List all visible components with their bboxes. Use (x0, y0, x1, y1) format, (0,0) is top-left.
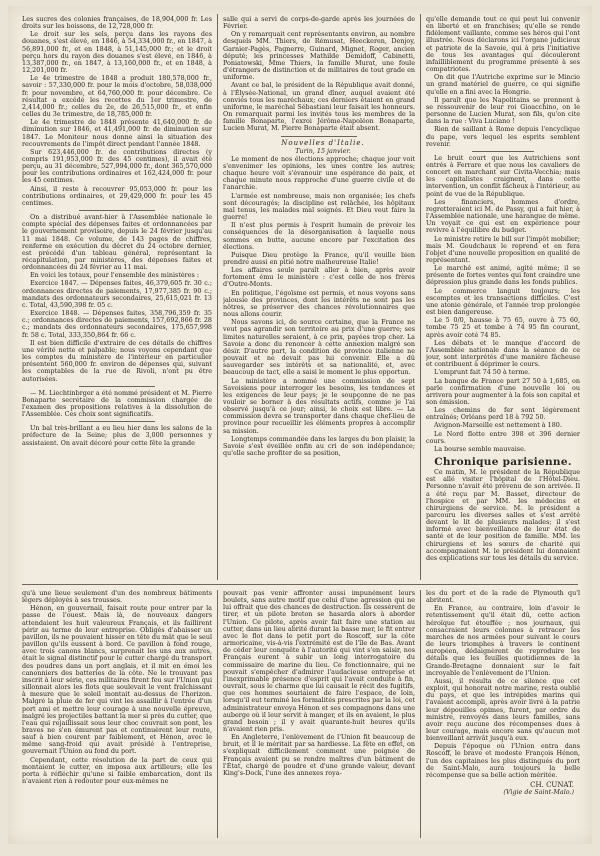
paragraph: Exercice 1848. — Dépenses faites, 358,796,359 fr. 35 c.; ordonnances directes de paiements, 157,692,866 fr. 28 c.; mandats des ordonnateurs secondaires, 175,657,998 fr. 58 c. Total, 333,350,864 fr. 66 c. (22, 309, 212, 339)
paragraph: Il est bien difficile d'extraire de ces détails de chiffres une vérité nette et palpable; nous voyons cependant que les comptes du ministère de l'intérieur en particulier présentent 560,000 fr. environ de dépenses qui, suivant les comptables de la rue de Rivoli, n'ont pu être autorisées. (22, 338, 212, 383)
paragraph: Les chemins de fer sont légèrement entraînés; Orléans perd 18 à 792 50. (426, 406, 580, 422)
paragraph: Le 4e trimestre de 1848 présente 41,640,000 fr. de diminution sur 1846, et 41,491,000 fr. de diminution sur 1847. Le Moniteur nous donne ainsi la situation des recouvrements de l'impôt direct pendant l'année 1848. (22, 118, 212, 148)
paragraph: En France, au contraire, loin d'avoir le retentissement qu'il était dû, cette action héroïque fut étouffée ; nos journaux, qui consacraient leurs colonnes à retracer les marches de nos armées pour suivant le cours de leurs triomphes à travers le continent européen, dédaignèrent de reproduire les détails que les feuilles quotidiennes de la Grande-Bretagne donnaient sur le fait incroyable de l'enlèvement de l'Union. (426, 604, 580, 677)
paragraph: Il paraît que les Napolitains se prennent à se ressouvenir de leur roi Gioacchino, on le personne de Lucien Murat, son fils, qu'on cite dans la rue : Viva Luciano ! (426, 95, 580, 126)
paragraph: Avant ce bal, le président de la République avait donné, à l'Élysée-National, un grand dîner, auquel avaient été conviés tous les maréchaux; ces derniers étaient en grand uniforme, le maréchal Sébastiani leur faisait les honneurs. On remarquait parmi les invités tous les membres de la famille Bonaparte, l'exroi Jérôme-Napoléon Bonaparte, Lucien Murat, M. Pierre Bonaparte était absent. (223, 81, 415, 133)
paragraph: L'emprunt fait 74 50 à terme. (434, 368, 531, 377)
paragraph: On y remarquait cent représentants environ, au nombre desquels MM. Thiers, de Rémusat, Heeckeren, Denjoy, Garnier-Pagès, Pagnerre, Guinard, Mignet, Roger, ancien député; les princesses Mathilde Demidoff, Cabinetti, Poniatowski, Mme Thiers, la famille Murat, une foule d'étrangers de distinction et de militaires de tout grade en uniforme. (223, 30, 415, 82)
paragraph: Ce matin, M. le président de la République est allé visiter l'hôpital de l'Hôtel-Dieu. Personne n'avait été prévenu de son arrivée. Il a été reçu par M. Basset, directeur de l'hospice et par MM. les médecins et chirurgiens de service. M. le président a parcouru les diverses salles et s'est arrêté devant le lit de plusieurs malades; il s'est informé avec bienveillance de leur état de santé et de leur position de famille. MM. les chirurgiens et les sœurs de charité qui accompagnaient M. le président lui donnaient des explications sur tous les détails du service. (426, 468, 580, 562)
dateline: Turin, 15 janvier. (295, 146, 351, 155)
paragraph: Sur 623,446,000 fr. de contributions directes (y compris 191,953,000 fr. des 45 centimes), il avait été perçu, au 31 décembre, 527,994,000 fr., dont 365,570,000 pour les contributions ordinaires et 162,424,000 fr. pour les 45 centimes. (22, 147, 212, 185)
paragraph: Cependant, cette résolution de la part de ceux qui montaient le cutter, en imposa aux artilleurs; elle les porta à réfléchir qu'une si faible embarcation, dont ils n'avaient rien à redouter pour eux-mêmes ne (22, 755, 212, 786)
paragraph: Hénon, en gouvernail, faisait route pour entrer par la passe de l'ouest. Mais là, de nouveaux dangers attendaient les huit valeureux Français, et ils faillirent périr au terme de leur entreprise. Obligés d'abaisser un pavillon, ils ne pouvaient hisser en tête du mât que le seul pavillon qu'ils eussent à bord. Ce pavillon à fond rouge, avec trois canons blancs, surprenait les uns aux autres, était le signal distinctif pour le cutter chargé du transport des poudres dans un port anglais, et il mit en émoi les canonniers des batteries de la côte. Ne le trouvant pas inscrit à leur série, ces militaires firent feu sur l'Union qui sillonnait alors les flots que soulevait le vent fraîchissant à mesure que le soleil montait au-dessus de l'horizon. Malgré la pluie de fer qui vint les assaillir à l'entrée d'un port ami et mettre leur courage à une nouvelle épreuve, malgré les projectiles battant la mer si près du cutter, que l'eau qui rejaillissait sous leur choc couvrait son pont, les braves ne s'en émurent pas et continuèrent leur route, sauf à bien courent par faiblement, et Hénon, avec le même sang-froid qui avait présidé à l'entreprise, gouvernait l'Union au fond du port. (22, 604, 212, 756)
separator (79, 421, 155, 422)
paragraph: Puisque Dieu protège la France, qu'il veuille bien prendre aussi en pitié notre malheureuse Italie! (223, 250, 415, 266)
paragraph: Un bal très-brillant a eu lieu hier dans les salons de la préfecture de la Seine; plus de 3,000 personnes y assistaient. On avait décoré pour cette fête la grande (22, 424, 212, 447)
top-column-1 (22, 16, 212, 580)
paragraph: Le droit sur les sels, perçu dans les rayons des douanes, s'est élevé, en 1846, à 54,334,000 fr., en 1847, à 56,891,000 fr., et en 1848, à 51,145,000 fr.; et le droit perçu hors du rayon des douanes s'est élevé, en 1846, à 13,387,000 fr., en 1847, à 13,160,000 fr., et en 1848, à 12,201,000 fr. (22, 30, 212, 75)
paragraph: L'armée est nombreuse, mais non organisée; les chefs sont découragés; la discipline est relâchée, les hôpitaux mal tenus, les malades mal soignés. Et Dieu veut faire la guerre! (223, 191, 415, 222)
paragraph: En politique, l'égoïsme est permis, et nous voyons sans jalousie des provinces, dont les intérêts ne sont pas les nôtres, se préserver des chances révolutionnaires que nous allons courir. (223, 288, 415, 319)
paragraph: qu'elle demande tout ce qui peut lui convenir en liberté et en franchises; qu'elle se rende fidèlement vaillante, comme ses héros qui l'ont illustrée. Nous déclarons ici l'organe judicieux et patriote de la Savoie, qui à pris l'initiative de tous les avantages qui découleront infailliblement du programme présenté à ses compatriotes. (426, 16, 580, 74)
paragraph: pouvait pas venir affronter aussi impunément leurs boulets, sans autre motif que celui d'une agression qui ne lui offrait que des chances de destruction. Ils cessèrent de tirer, et un pilote breton se hasarda alors à aborder l'Union. Ce pilote, après avoir fait faire une station au cutter, dans un lieu abrité durant la basse mer, le fit entrer avec le flot dans le petit port de Roscoff, sur la côte armoricaine, vis-à-vis l'extrémité est de l'île de Bas. Avant de céder leur conquête à l'autorité qui vint s'en saisir, nos Français eurent à subir un long interrogatoire du commissaire de marine du lieu. Ce fonctionnaire, qui ne pouvait s'empêcher d'admirer l'audacieuse entreprise et l'inexprimable présence d'esprit qui l'avait conduite à fin, ouvrait, sous le charme que lui causait le récit des fugitifs, que ces hommes souriaient de faire l'espace, de loin, lorsqu'il eut terminé les formalités prescrites par la loi, cet administrateur envoya Hénon et ses compagnons dans une auberge où il leur servit à manger, et ils en avaient, le plus grand besoin ; il y avait quarante-huit heures qu'ils n'avaient rien pris. (223, 590, 415, 733)
paragraph: Le moment de nos élections approche; chaque jour voit s'envenimer les opinions, les unes contre les autres; chaque heure voit s'évanouir une espérance de paix, et chaque minute nous rapproche d'une guerre civile et de l'anarchie. (223, 154, 415, 192)
column-rule-bottom-1 (217, 590, 218, 838)
top-column-3 (426, 16, 580, 580)
newspaper-page (8, 6, 592, 844)
column-rule-bottom-2 (420, 590, 421, 838)
column-rule-top-1 (217, 14, 218, 580)
paragraph: Les débats et le manque d'accord de l'Assemblée nationale dans la séance de ce jour, sont interprétés d'une manière fâcheuse et contribuent à déprimer le cours. (426, 338, 580, 369)
paragraph: Avignon-Marseille est nettement à 180. (434, 421, 562, 430)
section-heading-italy: Nouvelles d'Italie. (281, 138, 365, 147)
paragraph: La banque de France part 27 50 à 1,685, on parle confirmation d'une nouvelle loi ou arrivera pour augmenter à la fois son capital et son émission. (426, 376, 580, 406)
paragraph: Le bruit court que les Autrichiens sont entrés à Ferrare et que nous les cavaliers de concert en marchant sur Civita-Vecchia; mais les capitalistes craignent, dans cette intervention, un conflit fâcheux à l'intérieur, au point de vue de la République. (426, 153, 580, 198)
paragraph: On a distribué avant-hier à l'Assemblée nationale le compte spécial des dépenses faites et ordonnancées par le gouvernement provisoire, depuis le 24 février jusqu'au 11 mai 1848. Ce volume, de 143 pages de chiffres, renferme en exécution du décret du 24 octobre dernier, est précédé d'un tableau général, représentant la récapitulation, par ministères, des dépenses faites et ordonnancées du 24 février au 11 mai. (22, 213, 212, 272)
paragraph: Le ministre retire le bill sur l'impôt mobilier; mais M. Goudchaux le reprend et en fera l'objet d'une nouvelle proposition en qualité de représentant. (426, 234, 580, 264)
source-credit: (Vigie de Saint-Malo.) (503, 788, 574, 797)
chronique-parisienne-heading: Chronique parisienne. (434, 456, 572, 469)
paragraph: En voici les totaux, pour l'ensemble des ministères : (30, 271, 199, 280)
section-divider (22, 584, 578, 585)
paragraph: Le commerce languit toujours; les escomptes et les transactions difficiles. C'est une atonie générale, et l'année trop prolongée est bien dangereuse. (426, 286, 580, 317)
paragraph: On dit que l'Autriche exprime sur le Mincio un grand matériel de guerre, ce qui signifie qu'elle en a fini avec la Hongrie. (426, 73, 580, 96)
paragraph: Il n'est plus permis à l'esprit humain de prévoir les conséquences de la désorganisation à laquelle nous sommes en butte, aucune encore par l'excitation des élections. (223, 221, 415, 251)
paragraph: les du port et de la rade de Plymouth qu'l abritent. (426, 590, 580, 605)
paragraph: — M. Liechtinbrger a été nommé président et M. Pierre Bonaparte secrétaire de la commission chargée de l'examen des propositions relatives à la dissolution de l'Assemblée. Ces choix sont significatifs. (22, 388, 212, 419)
paragraph: Les affaires seule paraît aller à bien, après avoir fortement ému le ministère : c'est celle de nos frères d'Outre-Monts. (223, 266, 415, 289)
paragraph: Nous savons ici, de source certaine, que la France ne veut pas agrandir son territoire au prix d'une guerre; ses limites naturelles seraient, à ce prix, payées trop cher. La Savoie a donc du renoncer à cette annexion malgré son désir. D'autre part, la condition de province italienne ne pouvait et ne devait pas lui convenir. Elle a dû sauvegarder ses intérêts et sa nationalité, et, avec beaucoup de tact, elle a saisi le moment le plus opportun. (223, 318, 415, 377)
separator (79, 210, 155, 211)
paragraph: Le 4e trimestre de 1848 a produit 180,578,000 fr., savoir : 57,330,000 fr. pour le mois d'octobre, 58,038,000 fr. pour novembre, et 64,760,000 fr. pour décembre. Ce résultat a excédé les recettes du 1er trimestre, de 2,414,000 fr.; celles du 2e, de 26,515,000 fr., et enfin celles du 3e trimestre, de 18,785,000 fr. (22, 74, 212, 119)
paragraph: qu'à une lieue seulement d'un des nombreux bâtiments légers déployés à ses trousses. (22, 590, 212, 605)
paragraph: Les sucres des colonies françaises, de 18,904,000 fr. Les droits sur les boissons, de 12,728,000 fr. (22, 16, 212, 31)
bottom-column-3 (426, 590, 580, 838)
paragraph: Le marché est animé, agité même; il se présente de fortes ventes qui font craindre une dépression plus grande dans les fonds publics. (426, 264, 580, 287)
paragraph: Depuis l'époque où l'Union entra dans Roscoff, le brave et modeste François Hénon, l'un des capitaines les plus distingués du port de Saint-Malo, aura toujours la belle récompense que sa belle action méritée. (426, 742, 580, 779)
paragraph: En Angleterre, l'enlèvement de l'Union fit beaucoup de bruit, et il le méritait par sa hardiesse. La fête en effet, on s'expliquait difficilement comment une poignée de Français avaient pu se rendre maîtres d'un bâtiment de l'État, chargé de poudre et d'une grande valeur, devant King's-Dock, l'une des annexes roya- (223, 733, 415, 777)
separator (472, 151, 534, 152)
paragraph: Exercice 1847. — Dépenses faites, 46,379,605 fr. 30 c.; ordonnances directes de paiements, 17,977,385 fr. 90 c.; mandats des ordonnateurs secondaires, 25,615,021 fr. 13 c. Total, 43,590,398 fr. 05 c. (22, 279, 212, 309)
paragraph: Aussi, il résulta de ce silence que cet exploit, qui honorait notre marine, resta oublié du pays, et que les intrépides marins qui l'avaient accompli, après avoir livré à la patrie leur dépouilles opimes, furent, par ordre du ministre, renvoyés dans leurs familles, sans avoir reçu aucune des récompenses dues à leur courage, mais encore sans qu'aucun mot bienveillant arrivât jusqu'à eux. (426, 676, 580, 743)
paragraph: La bourse semble mauvaise. (434, 444, 526, 453)
top-column-2 (223, 16, 415, 580)
paragraph: Ainsi, il reste à recouvrer 95,053,000 fr. pour les contributions ordinaires, et 29,429,000 fr. pour les 45 centimes. (22, 184, 212, 207)
separator (79, 386, 155, 387)
paragraph: Le Nord flotte entre 398 et 396 dernier cours. (426, 429, 580, 445)
bottom-column-1 (22, 590, 212, 838)
paragraph: Le 5 0/0, hausse à 75 65, ouvre à 75 60, tombe 75 25 et tombe à 74 95 fin courant, après avoir coté 74 85. (426, 316, 580, 339)
paragraph: salle qui a servi de corps-de-garde après les journées de Février. (223, 16, 415, 31)
author-signature: CH. CUNAT. (530, 781, 574, 790)
paragraph: Les financiers, hommes d'ordre, regretteraient ici M. de Passy, qui a fait hier, à l'Assemblée nationale, une harangue de même. Un voyait ce qui est en expérience pour revivre à l'équilibre du budget. (426, 197, 580, 235)
paragraph: Longtemps commandée dans les larges du bon plaisir, la Savoie s'est éveillée enfin au cri de son indépendance; qu'elle sache profiter de sa position, (223, 434, 415, 458)
column-rule-top-2 (420, 14, 421, 580)
bottom-column-2 (223, 590, 415, 838)
separator (281, 136, 358, 137)
paragraph: Le ministère a nommé une commission de sept Savoisiens pour interroger les besoins, les tendances et les exigences de leur pays; je le soupçonne de ne pas vouloir se borner à des résultats actifs, comme je l'ai observé jusqu'à ce jour; ainsi, le choix est libre. — La commission devra se transporter dans chaque chef-lieu de province pour recueillir les éléments propres à accomplir sa mission. (223, 376, 415, 435)
paragraph: Rien de saillant à Rome depuis l'encyclique du pape, vers lequel les esprits semblent revenir. (426, 125, 580, 148)
